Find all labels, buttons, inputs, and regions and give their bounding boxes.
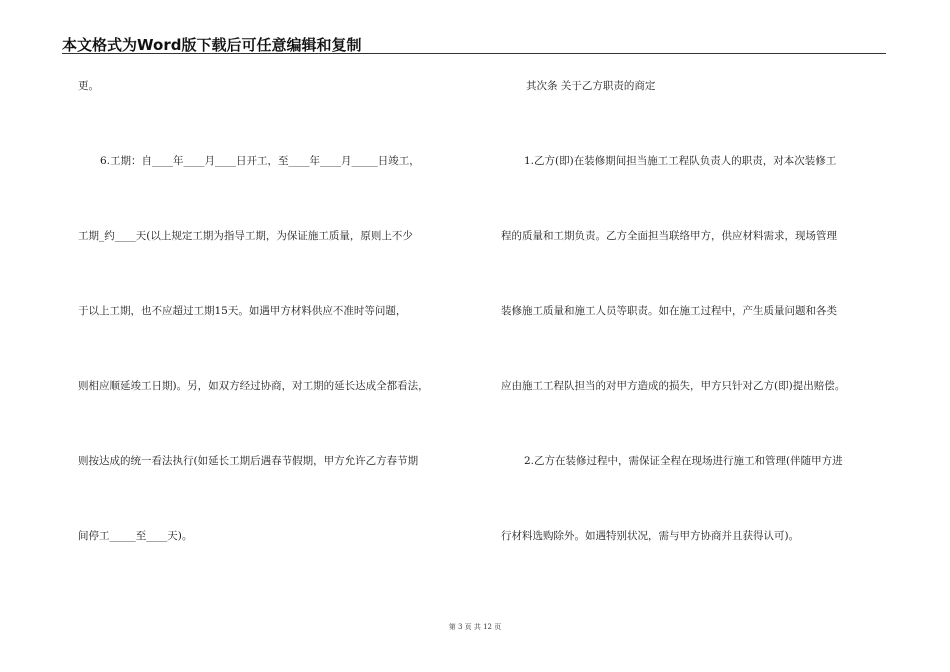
left-line-2: 6.工期：自____年____月____日开工，至____年____月_____日竣工， (100, 155, 420, 167)
right-line-6: 2.乙方在装修过程中，需保证全程在现场进行施工和管理(伴随甲方进 (524, 455, 843, 467)
left-line-4: 于以上工期，也不应超过工期15天。如遇甲方材料供应不准时等问题， (78, 305, 407, 317)
page-number-footer: 第 3 页 共 12 页 (448, 623, 502, 631)
right-line-1: 其次条 关于乙方职责的商定 (526, 80, 656, 92)
header-divider (62, 53, 886, 54)
left-line-1: 更。 (78, 80, 99, 92)
right-line-7: 行材料选购除外。如遇特别状况，需与甲方协商并且获得认可)。 (501, 530, 800, 542)
right-line-3: 程的质量和工期负责。乙方全面担当联络甲方，供应材料需求，现场管理 (501, 230, 837, 242)
left-line-6: 则按达成的统一看法执行(如延长工期后遇春节假期，甲方允许乙方春节期 (78, 455, 419, 467)
left-line-3: 工期_约____天(以上规定工期为指导工期，为保证施工质量，原则上不少 (78, 230, 413, 242)
left-line-5: 则相应顺延竣工日期)。另，如双方经过协商，对工期的延长达成全都看法， (78, 380, 429, 392)
document-header-title: 本文格式为Word版下载后可任意编辑和复制 (62, 36, 362, 54)
right-line-5: 应由施工工程队担当的对甲方造成的损失，甲方只针对乙方(即)提出赔偿。 (501, 380, 846, 392)
right-line-2: 1.乙方(即)在装修期间担当施工工程队负责人的职责，对本次装修工 (524, 155, 837, 167)
left-line-7: 间停工_____至____天)。 (78, 530, 193, 542)
right-line-4: 装修施工质量和施工人员等职责。如在施工过程中，产生质量问题和各类 (501, 305, 837, 317)
